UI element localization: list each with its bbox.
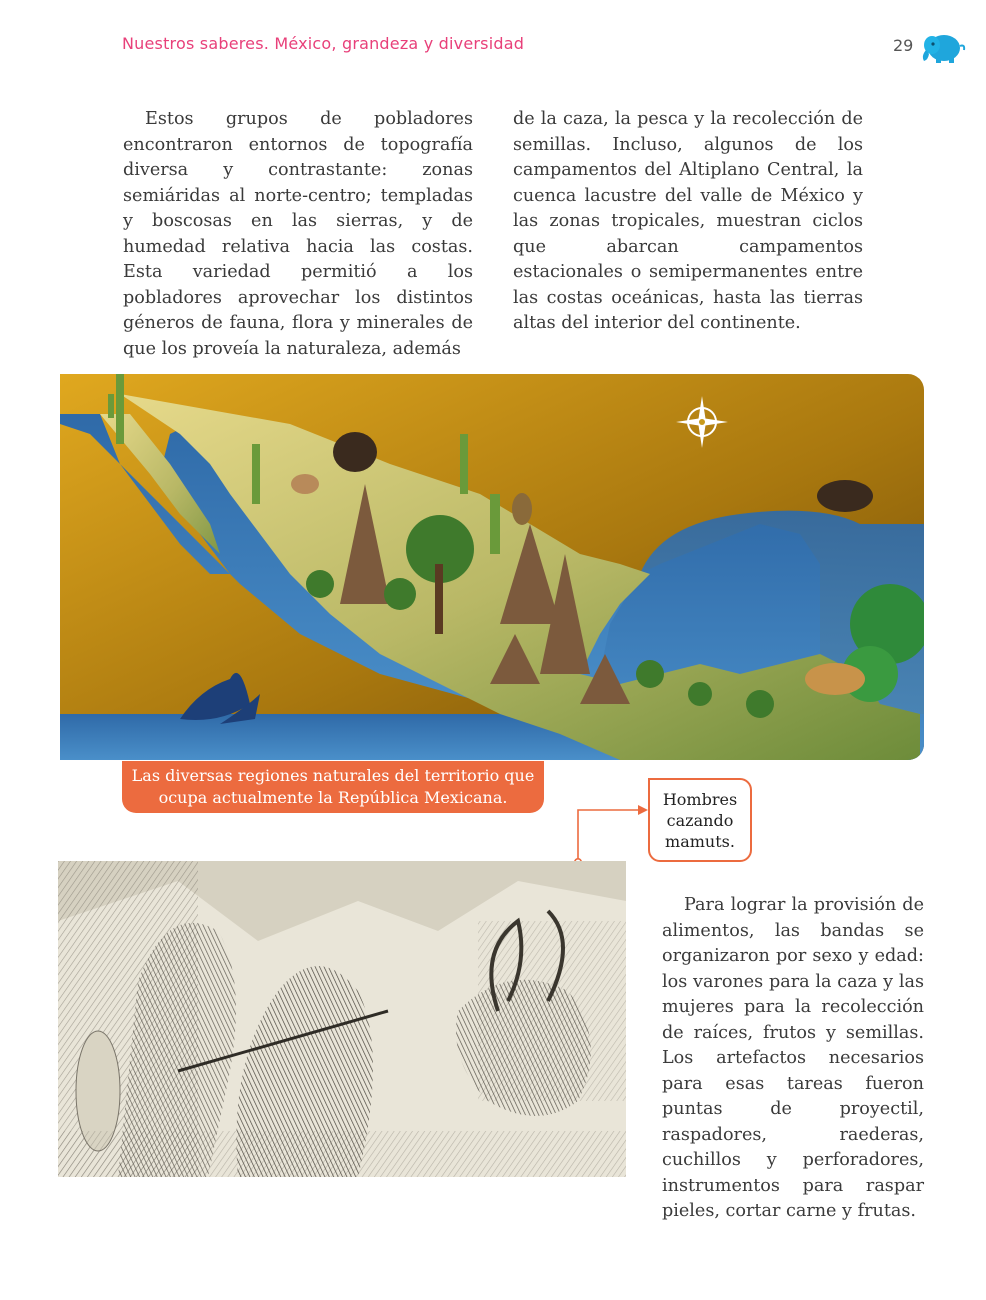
engraving-callout: Hombres cazando mamuts. bbox=[648, 778, 752, 862]
paragraph: Para lograr la provisión de alimentos, las bandas se organizaron por sexo y edad: los varones para la caza y las mujeres para la recolección de raíces, frutos y semillas. Los artefactos necesarios para esas tareas fueron puntas de proyectil, raspadores, raederas, cuchillos y perforadores, instrumentos para raspar pieles, cortar carne y frutas. bbox=[662, 895, 924, 1221]
mexico-natural-regions-map bbox=[60, 374, 924, 760]
page-number: 29 bbox=[893, 36, 914, 55]
body-text-column-3 bbox=[662, 893, 924, 1225]
running-head: Nuestros saberes. México, grandeza y diversidad bbox=[122, 34, 525, 53]
callout-connector bbox=[570, 800, 654, 870]
blue-elephant-icon bbox=[920, 30, 966, 64]
body-text-column-1 bbox=[123, 107, 473, 362]
mammoth-hunt-engraving bbox=[58, 861, 626, 1177]
map-caption: Las diversas regiones naturales del territorio que ocupa actualmente la República Mexicana. bbox=[122, 761, 544, 813]
body-text-column-2 bbox=[513, 107, 863, 337]
paragraph: de la caza, la pesca y la recolección de semillas. Incluso, algunos de los campamentos del Altiplano Central, la cuenca lacustre del valle de México y las zonas tropicales, muestran ciclos que abarcan campamentos estacionales o semipermanentes entre las costas oceánicas, hasta las tierras altas del interior del continente. bbox=[513, 109, 863, 333]
paragraph: Estos grupos de pobladores encontraron entornos de topografía diversa y contrastante: zonas semiáridas al norte-centro; templadas y boscosas en las sierras, y de humedad relativa hacia las costas. Esta variedad permitió a los pobladores aprovechar los distintos géneros de fauna, flora y minerales de que los proveía la naturaleza, además bbox=[123, 109, 473, 359]
